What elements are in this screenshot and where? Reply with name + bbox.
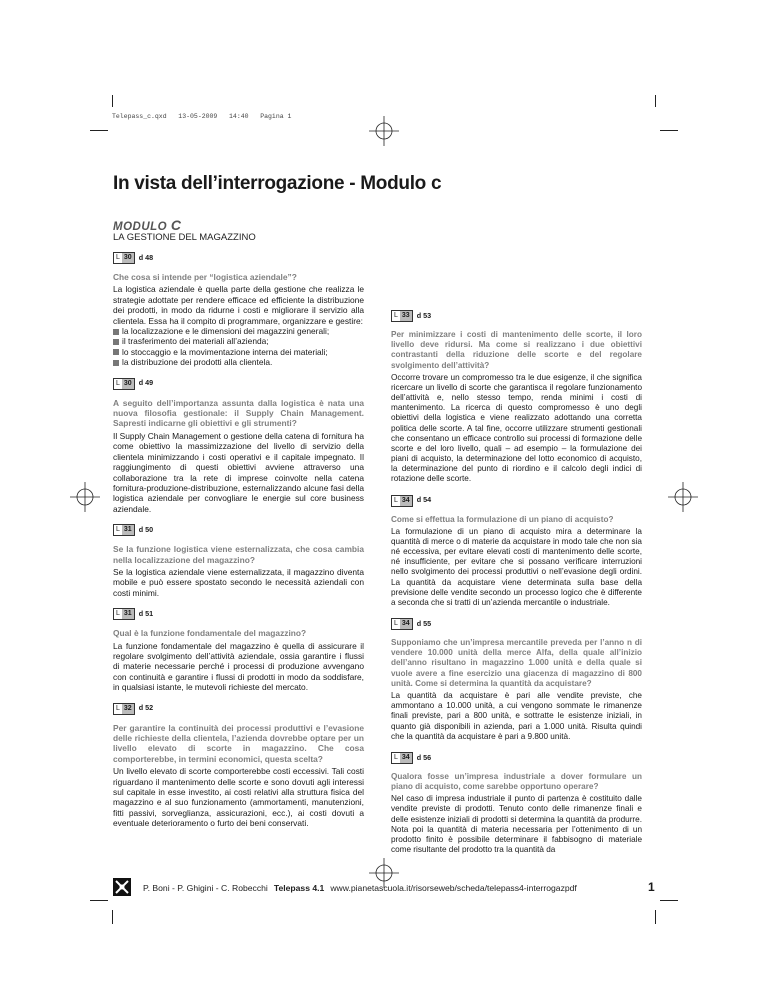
lesson-badge <box>113 703 135 715</box>
answer-text: Il Supply Chain Management o gestione della catena di fornitura ha come obiettivo la massimizzazione del livello di servizio della clientela minimizzando i costi operativi e il capitale impegnato. Il raggiungimento di questi obiettivi avviene attraverso una collaborazione tra la rete di imprese coinvolte nella catena fornitura-produzione-distribuzione, esternalizzando alcune fasi della logistica aziendale per convogliare le energie sul core business aziendale. <box>113 430 364 514</box>
question-header <box>113 524 364 536</box>
registration-mark-icon <box>70 482 100 512</box>
question-ref: d 56 <box>416 752 432 762</box>
right-column <box>391 310 642 855</box>
question-header <box>391 495 642 507</box>
badge-letter: L <box>116 526 120 534</box>
lesson-badge <box>391 752 413 764</box>
badge-letter: L <box>394 620 398 628</box>
question-header <box>113 252 364 264</box>
list-item: lo stoccaggio e la movimentazione interna dei materiali; <box>113 347 364 357</box>
question-text: Se la funzione logistica viene esternalizzata, che cosa cambia nella localizzazione del magazzino? <box>113 544 364 565</box>
registration-mark-icon <box>369 116 399 146</box>
badge-number: 34 <box>401 620 410 628</box>
lesson-badge <box>113 378 135 390</box>
question-ref: d 51 <box>138 608 154 618</box>
lesson-badge <box>391 495 413 507</box>
badge-number: 30 <box>123 379 132 387</box>
answer-text: La formulazione di un piano di acquisto mira a determinare la quantità di merce o di materie da acquistare in modo tale che non sia né eccessiva, per evitare elevati costi di mantenimento delle scorte, né insufficiente, per evitare che si possano verificare interruzioni nello svolgimento dei processi produttivi o nell’evasione degli ordini. La quantità da acquistare viene determinata sulla base della previsione delle vendite secondo un processo logico che è differente a seconda che si tratti di un’azienda mercantile o industriale. <box>391 526 642 607</box>
question-text: A seguito dell’importanza assunta dalla logistica è nata una nuova filosofia gestionale: il Supply Chain Management. Sapresti indicarne gli obiettivi e gli strumenti? <box>113 397 364 429</box>
badge-number: 30 <box>123 254 132 261</box>
module-letter: C <box>170 217 182 233</box>
qa-item <box>113 378 364 514</box>
left-column <box>113 252 364 829</box>
badge-number: 34 <box>401 753 410 761</box>
qa-item <box>113 703 364 829</box>
answer-text: La quantità da acquistare è pari alle vendite previste, che ammontano a 10.000 unità, a cui vengono sommate le rimanenze finali previste, pari a 800 unità, e sottratte le esistenze iniziali, in quanto già disponibili in azienda, pari a 1.000 unità. Risulta quindi che la quantità da acquistare è pari a 9.800 unità. <box>391 690 642 741</box>
publisher-logo-icon <box>113 878 131 896</box>
question-header <box>113 608 364 620</box>
question-header <box>113 378 364 390</box>
file-slug: Telepass_c.qxd 13-05-2009 14:40 Pagina 1 <box>112 113 292 120</box>
question-ref: d 55 <box>416 619 432 629</box>
crop-mark <box>655 95 656 107</box>
question-ref: d 53 <box>416 310 432 320</box>
lesson-badge <box>113 608 135 620</box>
footer-product: Telepass 4.1 <box>273 883 325 893</box>
module-subtitle: LA GESTIONE DEL MAGAZZINO <box>113 232 256 243</box>
crop-mark <box>112 910 113 924</box>
badge-letter: L <box>116 379 120 387</box>
module-label: MODULO <box>113 221 168 233</box>
list-item: la localizzazione e le dimensioni dei magazzini generali; <box>113 326 364 336</box>
qa-item <box>113 608 364 692</box>
answer-list <box>113 326 364 368</box>
badge-letter: L <box>116 610 120 618</box>
badge-letter: L <box>116 254 120 261</box>
page-title: In vista dell’interrogazione - Modulo c <box>113 173 442 194</box>
crop-mark <box>112 95 113 107</box>
question-text: Qualora fosse un’impresa industriale a dover formulare un piano di acquisto, come sarebbe opportuno operare? <box>391 771 642 792</box>
question-ref: d 54 <box>416 495 432 505</box>
page-footer <box>143 883 577 893</box>
question-header <box>391 618 642 630</box>
qa-item <box>113 524 364 598</box>
crop-mark <box>90 900 108 901</box>
badge-letter: L <box>394 496 398 504</box>
question-header <box>113 703 364 715</box>
question-text: Che cosa si intende per “logistica aziendale”? <box>113 272 297 282</box>
qa-item <box>391 618 642 742</box>
question-header <box>391 310 642 322</box>
question-ref: d 52 <box>138 703 154 713</box>
footer-authors: P. Boni - P. Ghigini - C. Robecchi <box>143 883 268 893</box>
qa-item <box>391 310 642 485</box>
list-item: il trasferimento dei materiali all’azienda; <box>113 336 364 346</box>
answer-text: Occorre trovare un compromesso tra le due esigenze, il che significa ricercare un livello di scorte che garantisca il regolare funzionamento dell’attività e, nello stesso tempo, renda minimi i costi di mantenimento. La ricerca di questo compromesso è uno degli obiettivi della logistica e viene realizzato adottando una corretta politica delle scorte. A tal fine, occorre utilizzare strumenti gestionali che consentano un efficace controllo sui processi di formazione delle scorte e del loro livello, quali – ad esempio – la formulazione dei piani di acquisto, la determinazione del lotto economico di acquisto, la determinazione del punto di riordino e il calcolo degli indici di rotazione delle scorte. <box>391 372 642 484</box>
qa-item <box>113 252 364 368</box>
badge-number: 32 <box>123 704 132 712</box>
question-text: Supponiamo che un’impresa mercantile preveda per l’anno n di vendere 10.000 unità della merce Alfa, della quale all’inizio dell’anno risultano in magazzino 1.000 unità e della quale si vuole avere a fine esercizio una giacenza di magazzino di 800 unità. Come si determina la quantità da acquistare? <box>391 638 642 688</box>
answer-text: Se la logistica aziendale viene esternalizzata, il magazzino diventa mobile e può essere spostato secondo le necessità aziendali con costi minimi. <box>113 566 364 598</box>
question-ref: d 48 <box>138 252 154 262</box>
qa-item <box>391 752 642 855</box>
module-heading <box>113 217 181 233</box>
qa-item <box>391 495 642 609</box>
footer-url[interactable]: www.pianetascuola.it/risorseweb/scheda/telepass4-interrogazpdf <box>330 883 577 893</box>
badge-letter: L <box>394 753 398 761</box>
answer-text: Nel caso di impresa industriale il punto di partenza è costituito dalle vendite previste di prodotti. Tenuto conto delle rimanenze finali e delle esistenze iniziali di prodotti si determina la quantità da produrre. Nota poi la quantità di materia necessaria per l’ottenimento di un prodotto finito è possibile determinare il fabbisogno di materiale come risultante del prodotto tra la quantità da <box>391 794 642 855</box>
crop-mark <box>660 130 678 131</box>
crop-mark <box>90 130 108 131</box>
registration-mark-icon <box>668 482 698 512</box>
badge-number: 34 <box>401 496 410 504</box>
lesson-badge <box>391 310 413 322</box>
badge-number: 31 <box>123 526 132 534</box>
answer-text <box>113 284 364 367</box>
crop-mark <box>660 900 678 901</box>
lesson-badge <box>391 618 413 630</box>
badge-letter: L <box>394 312 398 319</box>
question-ref: d 49 <box>138 378 154 388</box>
answer-text: Un livello elevato di scorte comporterebbe costi eccessivi. Tali costi riguardano il mantenimento delle scorte e sono dovuti agli interessi sul capitale in esse investito, ai costi relativi alla struttura fisica del magazzino e al suo funzionamento (ammortamenti, manutenzioni, fitti passivi, sorveglianza, assicurazioni, ecc.), ai costi dovuti a eventuale deterioramento o furto dei beni conservati. <box>113 766 364 829</box>
answer-text: La funzione fondamentale del magazzino è quella di assicurare il regolare svolgimento dell’attività aziendale, ossia garantire i flussi di materie necessarie perché i processi di produzione avvengano con continuità e garantire i flussi di prodotti in modo da soddisfare, in qualsiasi istante, le mutevoli richieste del mercato. <box>113 640 364 693</box>
question-text: Per garantire la continuità dei processi produttivi e l’evasione delle richieste della clientela, l’azienda dovrebbe optare per un livello elevato di scorte in magazzino. Che cosa comporterebbe, in termini economici, questa scelta? <box>113 722 364 764</box>
badge-letter: L <box>116 704 120 712</box>
lesson-badge <box>113 252 135 264</box>
page-number: 1 <box>648 880 655 894</box>
badge-number: 31 <box>123 610 132 618</box>
question-text: Per minimizzare i costi di mantenimento delle scorte, il loro livello deve ridursi. Ma come si realizzano i due obiettivi contrastanti della riduzione delle scorte e del regolare svolgimento dell’attività? <box>391 330 642 370</box>
question-header <box>391 752 642 764</box>
question-text: Come si effettua la formulazione di un piano di acquisto? <box>391 514 614 524</box>
lesson-badge <box>113 524 135 536</box>
answer-paragraph: La logistica aziendale è quella parte della gestione che realizza le strategie adottate per rendere efficace ed efficiente la distribuzione dei prodotti, in modo da ridurne i costi e migliorare il servizio alla clientela. Essa ha il compito di programmare, organizzare e gestire: <box>113 284 364 326</box>
badge-number: 33 <box>401 312 410 319</box>
list-item: la distribuzione dei prodotti alla clientela. <box>113 357 364 367</box>
crop-mark <box>655 910 656 924</box>
question-ref: d 50 <box>138 524 154 534</box>
question-text: Qual è la funzione fondamentale del magazzino? <box>113 628 307 639</box>
